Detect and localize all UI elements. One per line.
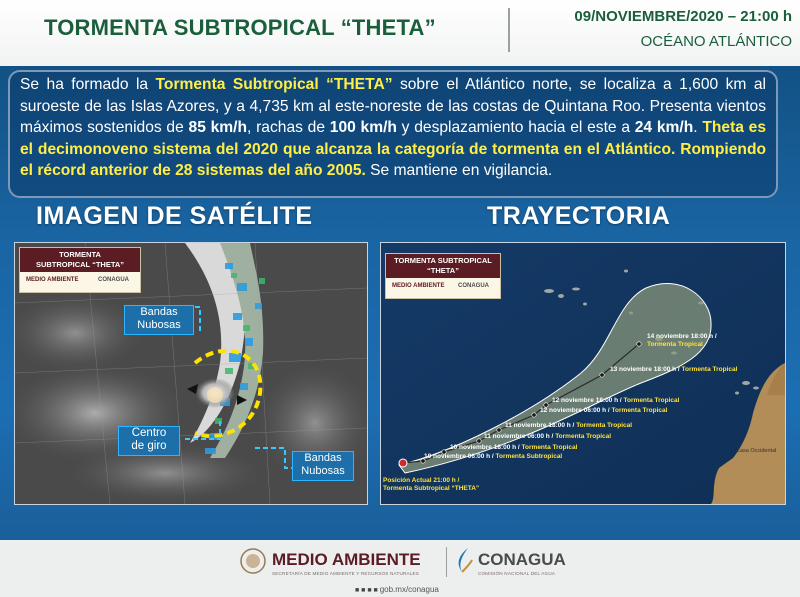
current-position-label: Posición Actual 21:00 h / Tormenta Subtropical “THETA” [383,477,480,492]
track-point-label [540,407,667,415]
track-point [497,428,501,432]
satellite-storm-badge [19,247,141,293]
bulletin-region: OCÉANO ATLÁNTICO [640,33,792,50]
track-point-category: Tormenta Tropical [681,366,738,373]
page-title: TORMENTA SUBTROPICAL “THETA” [44,15,436,40]
track-point-category: Tormenta Tropical [576,422,633,429]
track-point-category: Tormenta Tropical [555,433,612,440]
track-storm-badge [385,253,501,299]
footer-social [355,585,439,594]
badge-logo-medio-ambiente: MEDIO AMBIENTE [26,277,79,283]
track-point-label [647,333,717,349]
label-centro-de-giro: Centro de giro [118,426,180,456]
max-wind: 85 km/h [188,119,248,136]
track-point-date: 12 noviembre 06:00 h / [540,407,612,414]
footer-social-link[interactable]: gob.mx/conagua [379,585,439,594]
place-label: Casa Occidental [736,448,777,454]
track-section-title: TRAYECTORIA [487,202,671,230]
header-divider [508,8,510,52]
footer-conagua-sub: COMISIÓN NACIONAL DEL AGUA [478,571,556,576]
track-point-date: 11 noviembre 06:00 h / [484,433,556,440]
track-point-date: 12 noviembre 18:00 h / [552,397,624,404]
track-badge-line1: TORMENTA SUBTROPICAL [394,256,492,265]
track-point-category: Tormenta Tropical [623,397,680,404]
track-point-date: 14 noviembre 18:00 h / [647,333,717,340]
track-badge-logo-medio-ambiente: MEDIO AMBIENTE [392,283,445,289]
footer-medio-ambiente-sub: SECRETARÍA DE MEDIO AMBIENTE Y RECURSOS NATURALES [272,571,420,576]
social-icons: ■ ■ ■ ■ [355,587,380,594]
badge-logo-conagua: CONAGUA [98,277,129,283]
track-point [532,413,536,417]
track-point [600,373,604,377]
footer-medio-ambiente-text: MEDIO AMBIENTE [272,550,421,569]
footer-divider [446,547,447,577]
track-point-label [484,433,611,441]
track-point [477,439,481,443]
summary-text: Se ha formado la Tormenta Subtropical “THETA” sobre el Atlántico norte, se localiza a 1,600 km al suroeste de las Islas Azores, y a 4,735 km al este-noreste de las costas de Quintana Roo. Presenta vientos máximos sostenidos de 85 km/h, rachas de 100 km/h y desplazamiento hacia el este a 24 km/h. Theta es el decimonoveno sistema del 2020 que alcanza la categoría de tormenta en el Atlántico. Rompiendo el récord anterior de 28 sistemas del año 2005. Se mantiene en vigilancia. [20,76,767,179]
storm-name: Tormenta Subtropical “THETA” [155,76,393,93]
track-point-date: 10 noviembre 06:00 h / [424,453,496,460]
satellite-section-title: IMAGEN DE SATÉLITE [36,202,313,230]
track-point-category: Tormenta Tropical [521,444,578,451]
track-point-category: Tormenta Tropical [611,407,668,414]
track-badge-logo-conagua: CONAGUA [458,283,489,289]
track-point-date: 13 noviembre 18:00 h / [610,366,682,373]
header [0,0,800,66]
current-position-marker [399,459,407,467]
track-point-date: 10 noviembre 18:00 h / [450,444,522,451]
track-point-category: Tormenta Tropical [647,341,703,348]
record-note: Theta es el decimonoveno sistema del 2020 que alcanza la categoría de tormenta en el Atlántico. Rompiendo el récord anterior de 28 sistemas del año 2005. [20,119,767,179]
track-point-label [450,444,577,452]
track-badge-line2: “THETA” [427,265,459,275]
track-map-panel [380,242,786,505]
badge-line2: SUBTROPICAL “THETA” [35,259,125,269]
track-point [637,342,641,346]
footer-conagua-text: CONAGUA [478,550,566,569]
seal-icon [240,548,266,574]
satellite-image-panel [14,242,368,505]
track-point-label [424,453,562,461]
track-point-label [552,397,679,405]
label-bandas-nubosas-1: Bandas Nubosas [124,305,194,335]
water-drop-icon [454,546,474,574]
track-point-label [505,422,632,430]
track-point-category: Tormenta Subtropical [495,453,563,460]
bulletin-date: 09/NOVIEMBRE/2020 – 21:00 h [574,8,792,25]
track-point-date: 11 noviembre 18:00 h / [505,422,577,429]
movement-speed: 24 km/h [634,119,694,136]
track-point-label [610,366,737,374]
gusts: 100 km/h [329,119,397,136]
label-bandas-nubosas-2: Bandas Nubosas [292,451,354,481]
badge-line1: TORMENTA [59,250,101,259]
summary-box [8,70,778,198]
